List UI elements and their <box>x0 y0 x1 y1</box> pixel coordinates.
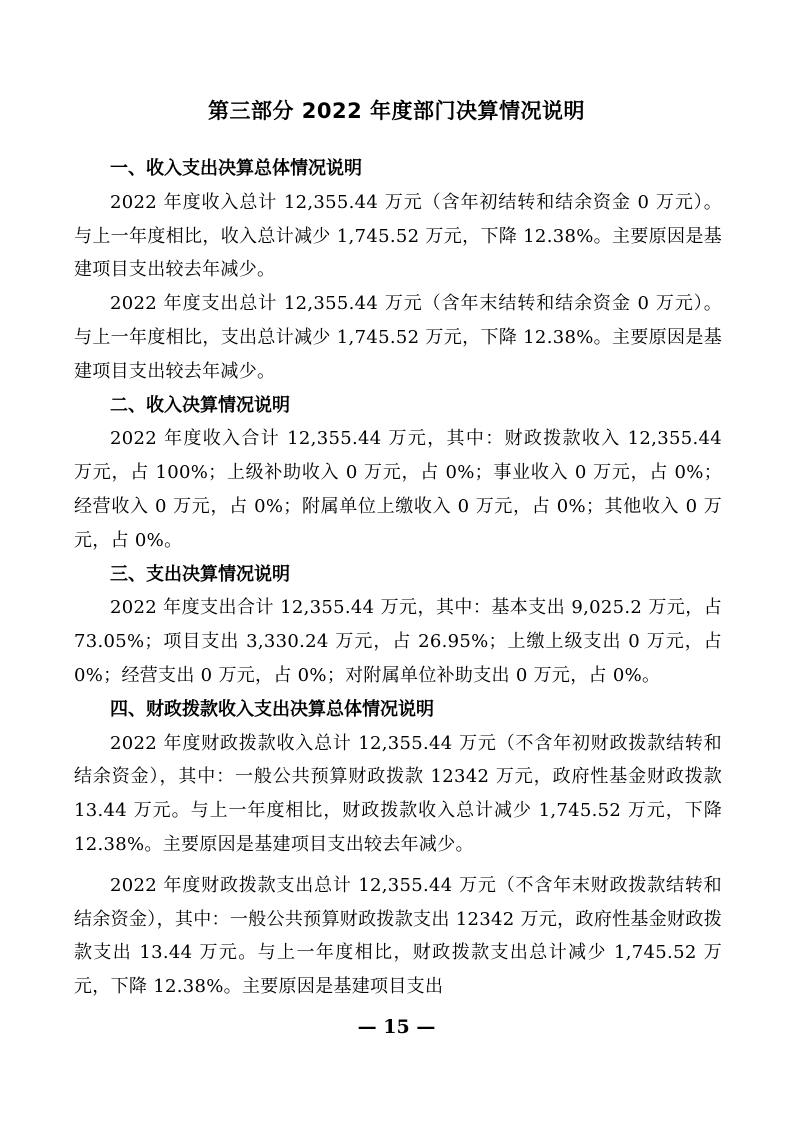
section-heading-fiscal-appropriation: 四、财政拨款收入支出决算总体情况说明 <box>110 698 434 720</box>
page-number: — 15 — <box>357 1016 436 1038</box>
page-title: 第三部分 2022 年度部门决算情况说明 <box>207 99 586 123</box>
section-heading-expense: 三、支出决算情况说明 <box>110 563 290 585</box>
section-heading-income: 二、收入决算情况说明 <box>110 394 290 416</box>
paragraph-fiscal-income: 2022 年度财政拨款收入总计 12,355.44 万元（不含年初财政拨款结转和结余资金），其中：一般公共预算财政拨款 12342 万元，政府性基金财政拨款 13.44 万元。与上一年度相比，财政拨款收入总计减少 1,745.52 万元，下降 12.38%。主要原因是基建项目支出较去年减少。 <box>74 732 722 855</box>
document-body <box>74 152 722 1004</box>
paragraph-expense-breakdown: 2022 年度支出合计 12,355.44 万元，其中：基本支出 9,025.2 万元，占 73.05%；项目支出 3,330.24 万元，占 26.95%；上缴上级支出 0 万元，占 0%；经营支出 0 万元，占 0%；对附属单位补助支出 0 万元，占 0%。 <box>74 597 722 686</box>
paragraph-income-breakdown: 2022 年度收入合计 12,355.44 万元，其中：财政拨款收入 12,355.44 万元，占 100%；上级补助收入 0 万元，占 0%；事业收入 0 万元，占 0%；经营收入 0 万元，占 0%；附属单位上缴收入 0 万元，占 0%；其他收入 0 万元，占 0%。 <box>74 428 722 551</box>
paragraph-total-income: 2022 年度收入总计 12,355.44 万元（含年初结转和结余资金 0 万元）。与上一年度相比，收入总计减少 1,745.52 万元，下降 12.38%。主要原因是基建项目支出较去年减少。 <box>74 191 722 281</box>
paragraph-fiscal-expense: 2022 年度财政拨款支出总计 12,355.44 万元（不含年末财政拨款结转和结余资金），其中：一般公共预算财政拨款支出 12342 万元，政府性基金财政拨款支出 13.44 万元。与上一年度相比，财政拨款支出总计减少 1,745.52 万元，下降 12.38%。主要原因是基建项目支出 <box>74 874 722 998</box>
paragraph-total-expense: 2022 年度支出总计 12,355.44 万元（含年末结转和结余资金 0 万元）。与上一年度相比，支出总计减少 1,745.52 万元，下降 12.38%。主要原因是基建项目支出较去年减少。 <box>74 293 722 382</box>
section-heading-income-expense-overview: 一、收入支出决算总体情况说明 <box>110 158 362 179</box>
